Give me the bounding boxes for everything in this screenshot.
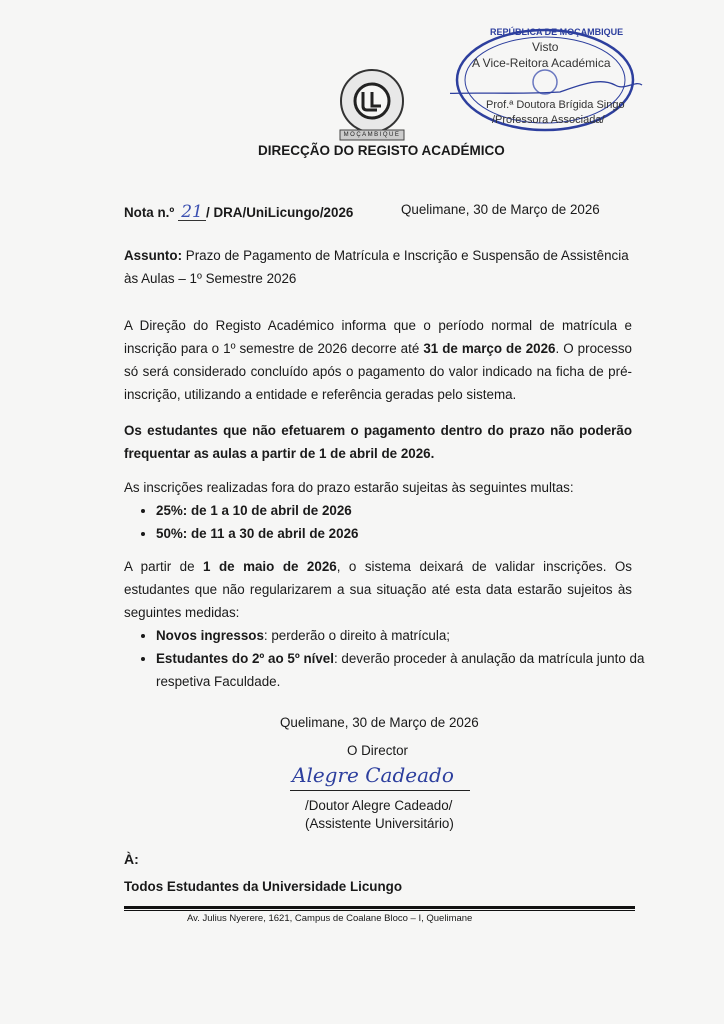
p1-text: A Direção do Registo Académico informa que o período normal de matrícula e inscrição para o 1º semestre de 2026 decorre até	[124, 318, 632, 356]
p4-text: A partir de	[124, 559, 204, 574]
measure-label: Novos ingressos	[156, 628, 264, 643]
fine-item: • 50%: de 11 a 30 de abril de 2026	[156, 522, 646, 545]
department-heading: DIRECÇÃO DO REGISTO ACADÉMICO	[258, 143, 505, 158]
stamp-signer-title: /Professora Associada/	[492, 114, 605, 126]
reference-suffix: / DRA/UniLicungo/2026	[206, 205, 354, 220]
signature-line	[290, 790, 470, 791]
director-name: /Doutor Alegre Cadeado/	[305, 798, 453, 813]
measures-list	[134, 624, 654, 693]
director-title: (Assistente Universitário)	[305, 816, 454, 831]
recipient-text: Todos Estudantes da Universidade Licungo	[124, 879, 403, 894]
subject	[124, 244, 632, 290]
subject-text: Prazo de Pagamento de Matrícula e Inscrição e Suspensão de Assistência às Aulas – 1º Semestre 2026	[124, 248, 629, 286]
p1-deadline: 31 de março de 2026	[423, 341, 556, 356]
measure-item	[156, 647, 654, 693]
fines-list	[134, 499, 646, 545]
measure-text: : perderão o direito à matrícula;	[263, 628, 450, 643]
p4-text-cont: , o sistema deixará de validar inscrições. Os estudantes que não regularizarem a sua situação até esta data estarão sujeitos às seguintes medidas:	[124, 559, 633, 620]
subject-label: Assunto:	[124, 248, 183, 263]
stamp-signer-name: Prof.ª Doutora Brígida Singo	[486, 99, 625, 111]
paragraph-validation-end	[124, 555, 632, 624]
footer-address: Av. Julius Nyerere, 1621, Campus de Coalane Bloco – I, Quelimane	[187, 913, 473, 924]
signature-date: Quelimane, 30 de Março de 2026	[280, 715, 479, 730]
footer-rule	[124, 906, 635, 911]
measure-item	[156, 624, 654, 647]
measure-label: Estudantes do 2º ao 5º nível	[156, 651, 334, 666]
reference-line	[124, 201, 353, 224]
reference-date: Quelimane, 30 de Março de 2026	[401, 202, 600, 217]
paragraph-warning: Os estudantes que não efetuarem o pagamento dentro do prazo não poderão frequentar as aulas a partir de 1 de abril de 2026.	[124, 423, 632, 461]
paragraph-fines-intro: As inscrições realizadas fora do prazo estarão sujeitas às seguintes multas:	[124, 480, 574, 495]
approval-stamp	[450, 25, 645, 135]
reference-number: 21	[178, 204, 206, 221]
fine-item: • 25%: de 1 a 10 de abril de 2026	[156, 499, 646, 522]
signature-role: O Director	[347, 743, 409, 758]
measure-text: : deverão proceder à anulação da matrícula junto da respetiva Faculdade.	[156, 651, 645, 689]
recipient-label: À:	[124, 851, 139, 867]
logo-country-text: MOÇAMBIQUE	[343, 132, 401, 138]
stamp-seal-text: REPÚBLICA DE MOÇAMBIQUE	[490, 27, 624, 37]
reference-prefix: Nota n.º	[124, 205, 175, 220]
p1-text-cont: . O processo só será considerado concluído após o pagamento do valor indicado na ficha de pré-inscrição, utilizando a entidade e referência geradas pelo sistema.	[124, 341, 632, 402]
university-logo	[336, 68, 408, 142]
stamp-visto: Visto	[532, 40, 559, 54]
director-signature: Alegre Cadeado	[292, 763, 454, 787]
stamp-role: A Vice-Reitora Académica	[472, 56, 611, 70]
p4-date: 1 de maio de 2026	[203, 559, 337, 574]
paragraph-enrollment-period	[124, 314, 632, 406]
